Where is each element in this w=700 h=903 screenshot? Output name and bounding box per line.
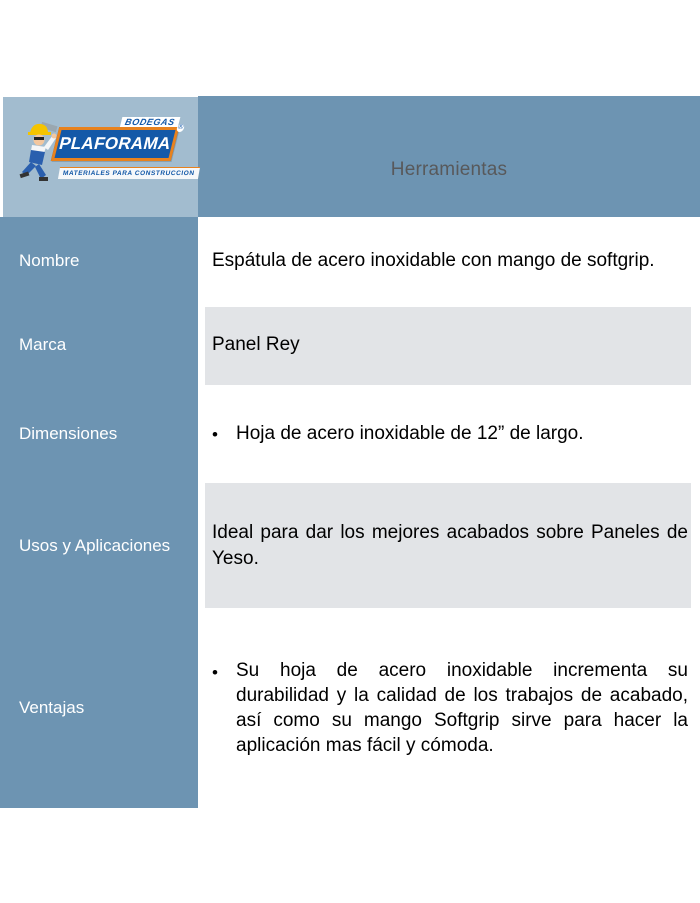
logo-bodegas-text: BODEGAS bbox=[120, 117, 180, 128]
table-row bbox=[0, 217, 700, 305]
table-row bbox=[0, 385, 700, 483]
row-value-usos bbox=[198, 483, 700, 608]
value-text: Ideal para dar los mejores acabados sobre Paneles de Yeso. bbox=[212, 521, 688, 569]
row-label-marca: Marca bbox=[0, 305, 198, 385]
logo-plate bbox=[51, 124, 184, 161]
table-row bbox=[0, 305, 700, 385]
category-header-cell bbox=[198, 93, 700, 217]
bullet-item bbox=[212, 658, 688, 758]
category-title: Herramientas bbox=[390, 158, 508, 180]
bullet-icon: • bbox=[212, 425, 218, 444]
plaforama-logo bbox=[25, 117, 196, 187]
row-value-nombre bbox=[198, 217, 700, 305]
value-text: Panel Rey bbox=[212, 334, 300, 355]
row-label-ventajas: Ventajas bbox=[0, 608, 198, 808]
logo-brand-name: PLAFORAMA bbox=[57, 134, 174, 153]
value-text: Su hoja de acero inoxidable incrementa su durabilidad y la calidad de los trabajos de acabado, así como su mango Softgrip sirve para hacer la aplicación mas fácil y cómoda. bbox=[236, 660, 688, 756]
row-label-usos: Usos y Aplicaciones bbox=[0, 483, 198, 608]
row-value-marca bbox=[198, 305, 700, 385]
header-row bbox=[0, 93, 700, 217]
registered-mark: ® bbox=[177, 124, 184, 131]
logo-cell bbox=[0, 93, 198, 217]
row-value-ventajas bbox=[198, 608, 700, 808]
logo-tagline: MATERIALES PARA CONSTRUCCION bbox=[58, 167, 200, 179]
table-row bbox=[0, 483, 700, 608]
spec-table bbox=[0, 93, 700, 808]
row-value-dimensiones bbox=[198, 385, 700, 483]
value-text: Espátula de acero inoxidable con mango de softgrip. bbox=[212, 250, 655, 271]
row-label-nombre: Nombre bbox=[0, 217, 198, 305]
row-label-dimensiones: Dimensiones bbox=[0, 385, 198, 483]
value-text: Hoja de acero inoxidable de 12” de largo. bbox=[236, 423, 584, 444]
bullet-item bbox=[212, 423, 688, 445]
table-row bbox=[0, 608, 700, 808]
bullet-icon: • bbox=[212, 663, 218, 682]
